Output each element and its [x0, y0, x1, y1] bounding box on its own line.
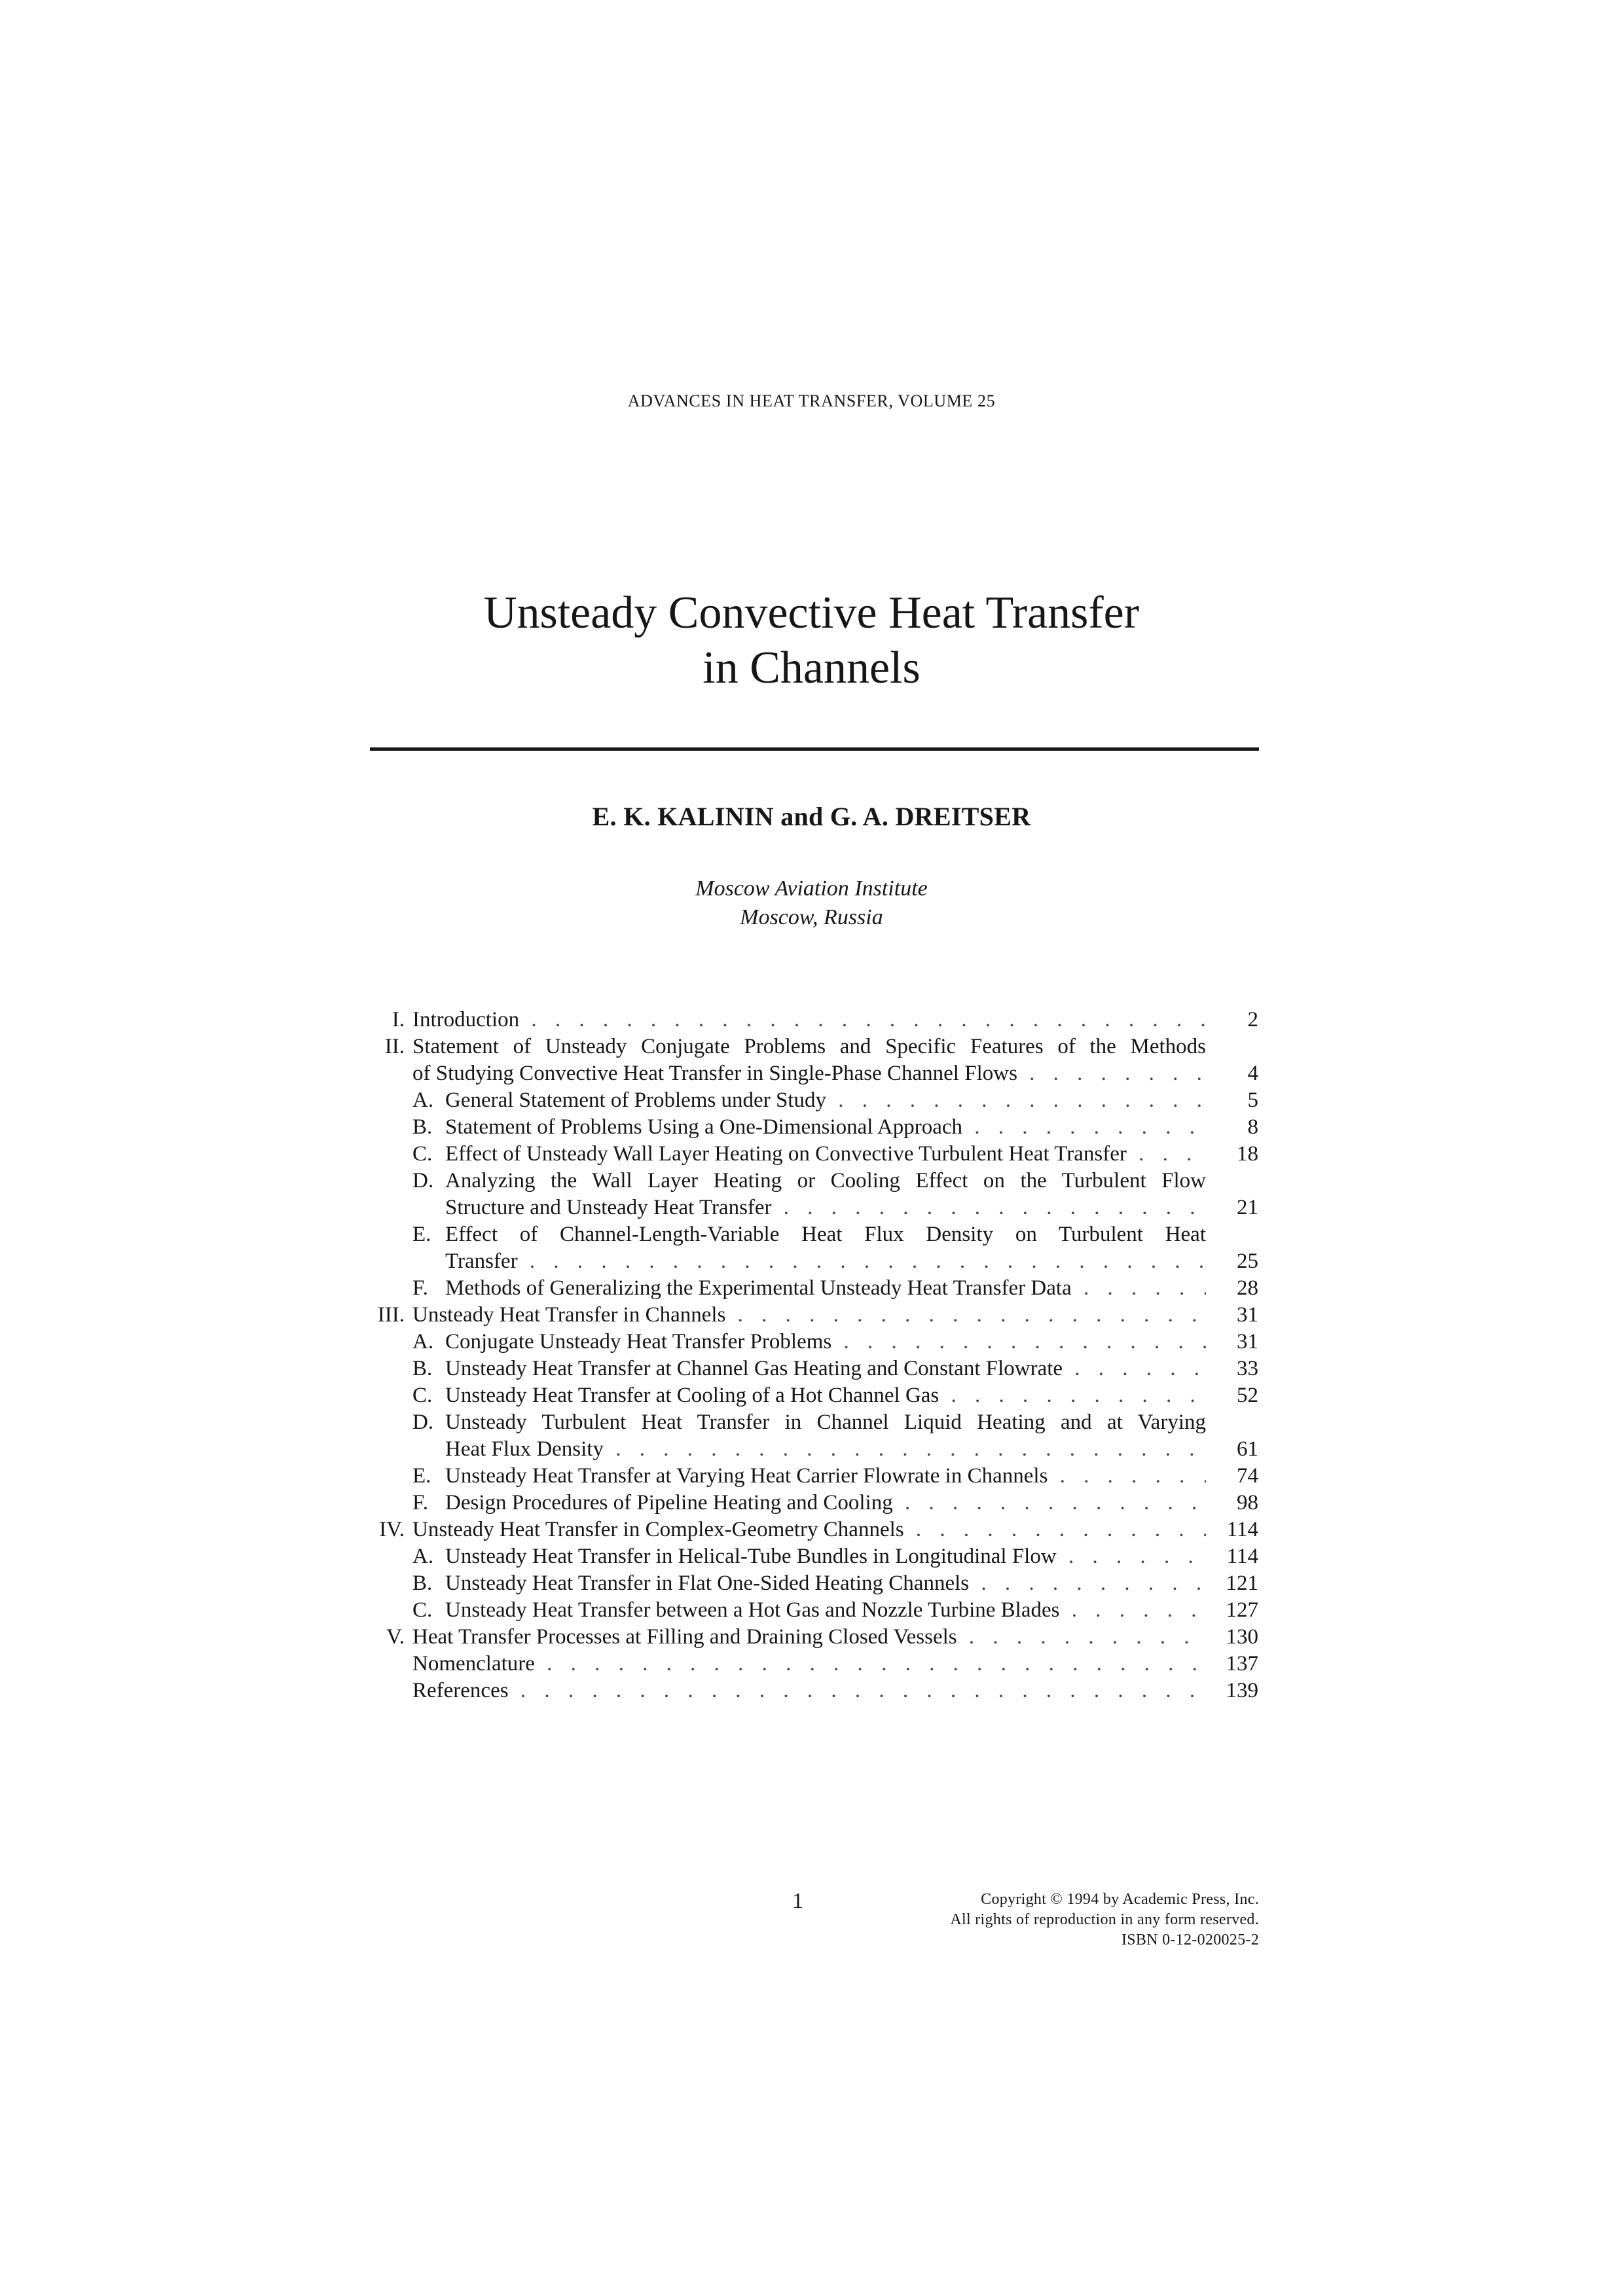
toc-entry-title	[412, 1624, 1206, 1651]
toc-entry	[367, 1570, 1258, 1597]
toc-entry-text: Statement of Unsteady Conjugate Problems and Specific Features of the Methods	[412, 1035, 1206, 1058]
toc-subsection-letter: A.	[412, 1088, 434, 1112]
toc-entry-text: Transfer . . .	[445, 1249, 1206, 1273]
toc-entry	[367, 1355, 1258, 1382]
toc-entry-text: General Statement of Problems under Study . . .	[445, 1088, 1206, 1112]
toc-entry	[367, 1060, 1258, 1087]
toc-entry-text: Unsteady Heat Transfer in Channels . . .	[412, 1303, 1206, 1327]
toc-entry	[367, 1329, 1258, 1355]
toc-subsection-letter: F.	[412, 1276, 428, 1300]
toc-entry	[367, 1651, 1258, 1677]
toc-entry-text: Unsteady Turbulent Heat Transfer in Channel Liquid Heating and at Varying	[445, 1410, 1206, 1434]
toc-entry-text: Analyzing the Wall Layer Heating or Cooling Effect on the Turbulent Flow	[445, 1169, 1206, 1193]
toc-subsection-letter: B.	[412, 1115, 433, 1139]
toc-entry-text: Unsteady Heat Transfer at Channel Gas Heating and Constant Flowrate . . .	[445, 1357, 1206, 1380]
toc-page-number: 2	[1247, 1008, 1258, 1031]
toc-section-number: III.	[377, 1303, 405, 1327]
toc-entry-title	[412, 1007, 1206, 1033]
toc-page-number: 137	[1226, 1652, 1258, 1676]
toc-subsection-letter: A.	[412, 1545, 434, 1568]
toc-page-number: 18	[1237, 1142, 1258, 1166]
toc-entry	[367, 1275, 1258, 1302]
toc-section-number: I.	[392, 1008, 405, 1031]
toc-entry-title	[445, 1275, 1206, 1302]
toc-entry	[367, 1302, 1258, 1329]
toc-entry	[367, 1194, 1258, 1221]
toc-entry-text: Heat Flux Density . . .	[445, 1437, 1206, 1461]
toc-entry-title	[445, 1221, 1206, 1248]
toc-entry	[367, 1141, 1258, 1168]
series-header: ADVANCES IN HEAT TRANSFER, VOLUME 25	[627, 391, 996, 410]
toc-subsection-letter: B.	[412, 1571, 433, 1595]
page-number: 1	[792, 1889, 803, 1913]
toc-page-number: 25	[1237, 1249, 1258, 1273]
toc-page-number: 31	[1237, 1330, 1258, 1354]
toc-entry	[367, 1114, 1258, 1141]
toc-subsection-letter: B.	[412, 1357, 433, 1380]
article-title-line-2: in Channels	[702, 643, 921, 693]
toc-entry-text: Unsteady Heat Transfer in Complex-Geometry Channels . . .	[412, 1518, 1206, 1541]
toc-entry-title	[445, 1597, 1206, 1624]
toc-entry	[367, 1677, 1258, 1704]
toc-page-number: 74	[1237, 1464, 1258, 1488]
toc-entry-text: Conjugate Unsteady Heat Transfer Problems . . .	[445, 1330, 1206, 1354]
toc-entry-title	[412, 1651, 1206, 1677]
toc-entry	[367, 1087, 1258, 1114]
toc-entry-title	[445, 1141, 1206, 1168]
toc-entry-title	[445, 1168, 1206, 1194]
toc-entry-title	[445, 1490, 1206, 1516]
toc-entry-text: References . . .	[412, 1679, 1206, 1702]
affiliation	[0, 874, 1623, 932]
toc-page-number: 127	[1226, 1598, 1258, 1622]
article-title	[0, 586, 1623, 696]
toc-entry	[367, 1248, 1258, 1275]
toc-entry-text: Unsteady Heat Transfer between a Hot Gas and Nozzle Turbine Blades . . .	[445, 1598, 1206, 1622]
toc-page-number: 5	[1247, 1088, 1258, 1112]
toc-entry-title	[445, 1114, 1206, 1141]
toc-entry-text: Methods of Generalizing the Experimental Unsteady Heat Transfer Data . . .	[445, 1276, 1206, 1300]
rights-line: All rights of reproduction in any form reserved.	[950, 1911, 1259, 1928]
toc-page-number: 114	[1226, 1545, 1258, 1568]
toc-page-number: 21	[1237, 1196, 1258, 1219]
toc-subsection-letter: C.	[412, 1384, 433, 1407]
affiliation-institute: Moscow Aviation Institute	[695, 876, 928, 901]
toc-subsection-letter: C.	[412, 1598, 433, 1622]
toc-entry-title	[445, 1087, 1206, 1114]
toc-subsection-letter: C.	[412, 1142, 433, 1166]
toc-entry	[367, 1490, 1258, 1516]
toc-entry-text: Unsteady Heat Transfer at Cooling of a Hot Channel Gas . . .	[445, 1384, 1206, 1407]
toc-page-number: 98	[1237, 1491, 1258, 1515]
toc-subsection-letter: E.	[412, 1464, 431, 1488]
toc-page-number: 61	[1237, 1437, 1258, 1461]
toc-entry-title	[412, 1033, 1206, 1060]
toc-page-number: 4	[1247, 1062, 1258, 1085]
toc-page-number: 31	[1237, 1303, 1258, 1327]
toc-entry-title	[412, 1060, 1206, 1087]
toc-entry-title	[445, 1543, 1206, 1570]
toc-entry-title	[445, 1382, 1206, 1409]
toc-subsection-letter: F.	[412, 1491, 428, 1515]
toc-entry-text: Introduction . . .	[412, 1008, 1206, 1031]
toc-entry-title	[412, 1302, 1206, 1329]
toc-entry-title	[445, 1248, 1206, 1275]
toc-entry	[367, 1543, 1258, 1570]
toc-entry-text: Nomenclature . . .	[412, 1652, 1206, 1676]
toc-entry	[367, 1436, 1258, 1463]
table-of-contents	[367, 1007, 1258, 1704]
toc-entry	[367, 1409, 1258, 1436]
toc-entry-title	[445, 1463, 1206, 1490]
toc-entry-text: Structure and Unsteady Heat Transfer . . .	[445, 1196, 1206, 1219]
toc-subsection-letter: D.	[412, 1169, 434, 1193]
toc-page-number: 121	[1226, 1571, 1258, 1595]
toc-page-number: 139	[1226, 1679, 1258, 1702]
toc-page-number: 8	[1247, 1115, 1258, 1139]
toc-entry-text: Statement of Problems Using a One-Dimensional Approach . . .	[445, 1115, 1206, 1139]
toc-subsection-letter: E.	[412, 1223, 431, 1246]
toc-entry-title	[445, 1570, 1206, 1597]
toc-entry-text: Unsteady Heat Transfer at Varying Heat Carrier Flowrate in Channels . . .	[445, 1464, 1206, 1488]
toc-entry	[367, 1463, 1258, 1490]
toc-entry	[367, 1007, 1258, 1033]
toc-entry-title	[412, 1516, 1206, 1543]
toc-entry	[367, 1033, 1258, 1060]
copyright-line: Copyright © 1994 by Academic Press, Inc.	[981, 1891, 1259, 1908]
toc-page-number: 52	[1237, 1384, 1258, 1407]
toc-page-number: 130	[1226, 1625, 1258, 1649]
toc-entry	[367, 1516, 1258, 1543]
toc-entry-text: Effect of Unsteady Wall Layer Heating on Convective Turbulent Heat Transfer . . .	[445, 1142, 1206, 1166]
toc-entry	[367, 1382, 1258, 1409]
toc-entry	[367, 1624, 1258, 1651]
title-rule	[370, 747, 1259, 751]
toc-entry-text: of Studying Convective Heat Transfer in Single-Phase Channel Flows . . .	[412, 1062, 1206, 1085]
toc-entry-title	[445, 1355, 1206, 1382]
toc-entry-text: Unsteady Heat Transfer in Helical-Tube Bundles in Longitudinal Flow . . .	[445, 1545, 1206, 1568]
toc-entry-title	[445, 1436, 1206, 1463]
article-title-line-1: Unsteady Convective Heat Transfer	[483, 588, 1140, 638]
authors: E. K. KALININ and G. A. DREITSER	[592, 802, 1031, 831]
toc-subsection-letter: A.	[412, 1330, 434, 1354]
toc-entry-title	[445, 1194, 1206, 1221]
toc-entry-text: Heat Transfer Processes at Filling and Draining Closed Vessels . . .	[412, 1625, 1206, 1649]
toc-page-number: 33	[1237, 1357, 1258, 1380]
toc-entry-text: Design Procedures of Pipeline Heating and Cooling . . .	[445, 1491, 1206, 1515]
copyright-notice	[950, 1890, 1259, 1950]
toc-entry-text: Unsteady Heat Transfer in Flat One-Sided Heating Channels . . .	[445, 1571, 1206, 1595]
isbn-line: ISBN 0-12-020025-2	[1121, 1931, 1259, 1948]
toc-entry-title	[445, 1329, 1206, 1355]
affiliation-location: Moscow, Russia	[740, 905, 883, 929]
toc-page-number: 114	[1226, 1518, 1258, 1541]
toc-entry	[367, 1168, 1258, 1194]
toc-section-number: V.	[386, 1625, 405, 1649]
toc-page-number: 28	[1237, 1276, 1258, 1300]
toc-section-number: II.	[384, 1035, 405, 1058]
toc-entry	[367, 1221, 1258, 1248]
toc-entry-title	[445, 1409, 1206, 1436]
toc-subsection-letter: D.	[412, 1410, 434, 1434]
toc-entry-title	[412, 1677, 1206, 1704]
toc-entry-text: Effect of Channel-Length-Variable Heat Flux Density on Turbulent Heat	[445, 1223, 1206, 1246]
toc-entry	[367, 1597, 1258, 1624]
toc-section-number: IV.	[379, 1518, 405, 1541]
